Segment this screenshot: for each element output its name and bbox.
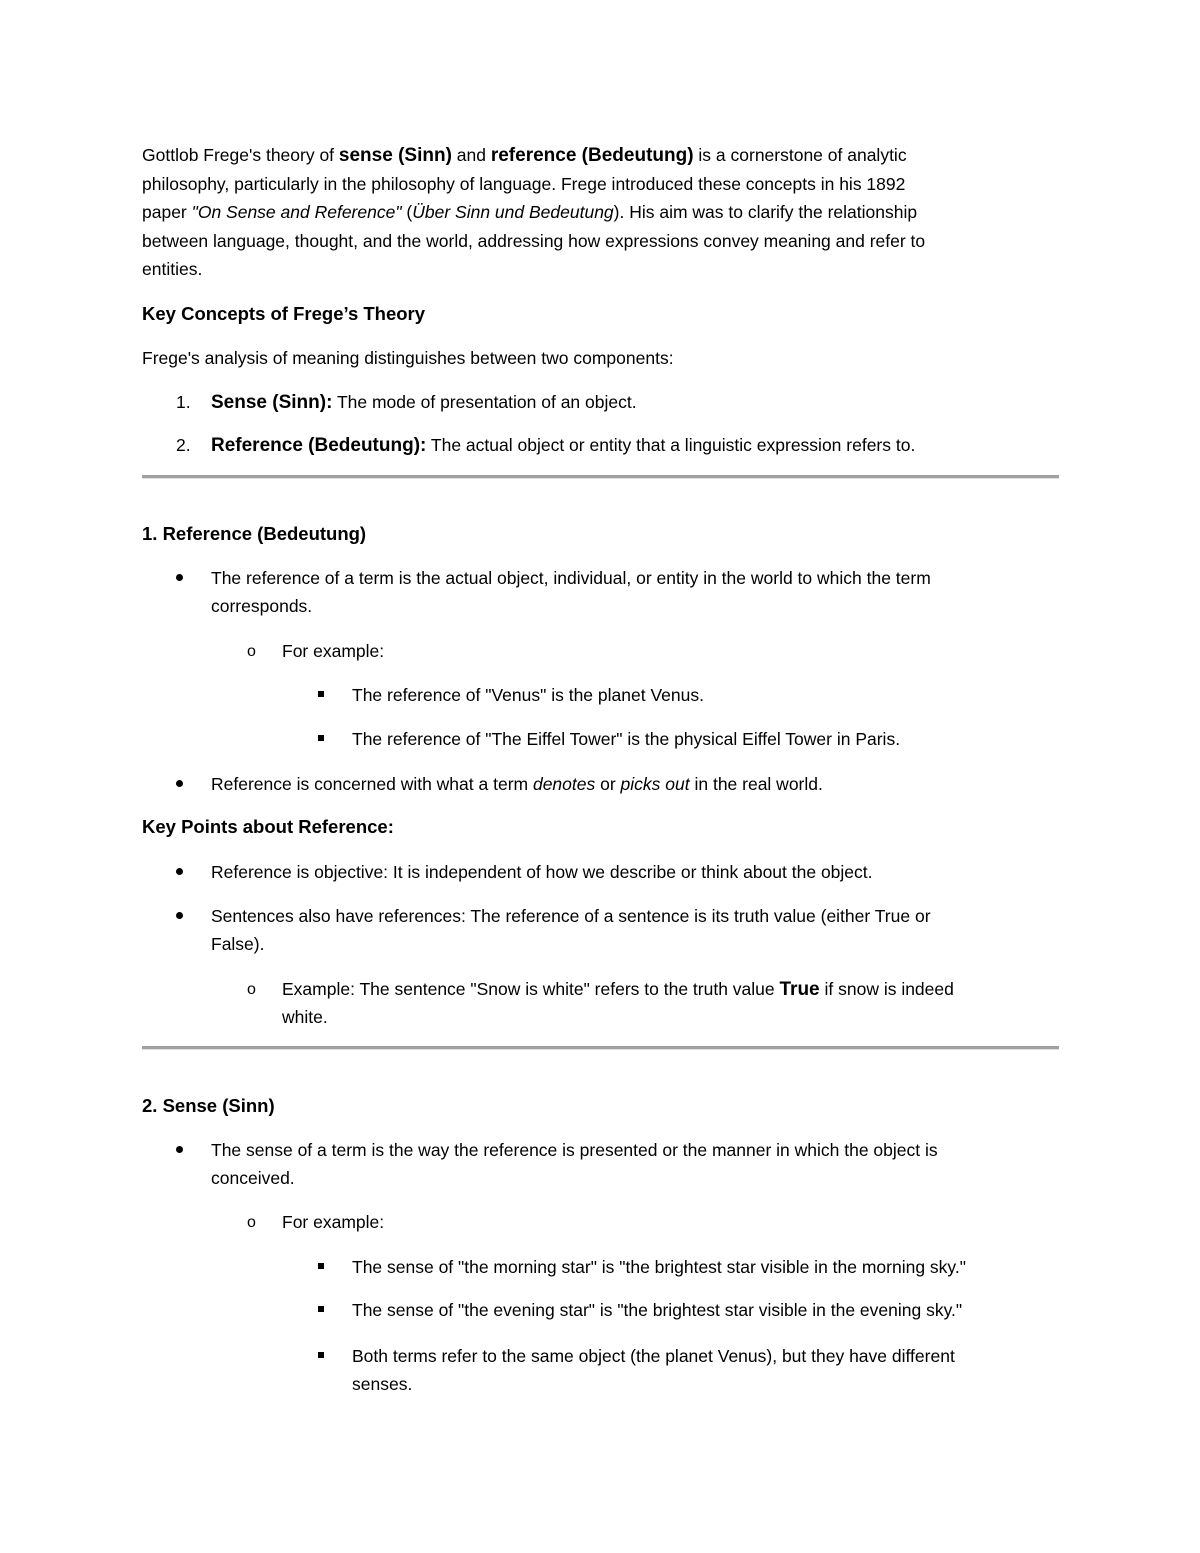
circle-bullet-icon: o	[247, 981, 256, 998]
sense-bullet-1-line-1: The sense of a term is the way the reference is presented or the manner in which the object is	[211, 1140, 938, 1160]
reference-bullet-1-line-2: corresponds.	[211, 596, 313, 616]
sense-example-1: The sense of "the morning star" is "the brightest star visible in the morning sky."	[352, 1257, 966, 1277]
emphasis-denotes: denotes	[532, 774, 596, 794]
list-item-sense	[211, 388, 637, 418]
sense-example-2: The sense of "the evening star" is "the brightest star visible in the evening sky."	[352, 1300, 963, 1320]
square-bullet-icon	[318, 1263, 324, 1269]
key-concepts-lead: Frege's analysis of meaning distinguishes between two components:	[142, 348, 674, 368]
reference-bullet-1-line-1: The reference of a term is the actual object, individual, or entity in the world to which the term	[211, 568, 931, 588]
bullet-icon	[176, 574, 183, 581]
key-point-2-line-2: False).	[211, 934, 265, 954]
example-text: if snow is indeed	[819, 979, 954, 999]
paper-german-title: Über Sinn und Bedeutung	[412, 202, 614, 222]
sense-example-3-line-2: senses.	[352, 1374, 413, 1394]
key-point-example-line-2: white.	[282, 1007, 328, 1027]
intro-text: ). His aim was to clarify the relationship	[613, 202, 918, 222]
bullet-icon	[176, 912, 183, 919]
intro-line-1	[142, 141, 1058, 171]
circle-bullet-icon: o	[247, 643, 256, 660]
list-item-term: Reference (Bedeutung):	[211, 435, 427, 456]
square-bullet-icon	[318, 1306, 324, 1312]
intro-text: paper	[142, 202, 192, 222]
square-bullet-icon	[318, 735, 324, 741]
bullet-text: in the real world.	[689, 774, 823, 794]
key-point-1: Reference is objective: It is independent of how we describe or think about the object.	[211, 862, 873, 882]
intro-text: and	[451, 145, 491, 165]
sense-bullet-1-line-2: conceived.	[211, 1168, 295, 1188]
bullet-icon	[176, 780, 183, 787]
example-text: Example: The sentence "Snow is white" refers to the truth value	[282, 979, 780, 999]
term-reference: reference (Bedeutung)	[490, 145, 694, 166]
emphasis-picks-out: picks out	[620, 774, 690, 794]
horizontal-rule	[142, 1046, 1059, 1050]
intro-line-3	[142, 198, 1058, 227]
sense-example-3-line-1: Both terms refer to the same object (the planet Venus), but they have different	[352, 1346, 955, 1366]
key-concepts-heading: Key Concepts of Frege’s Theory	[142, 303, 426, 324]
list-number: 2.	[176, 435, 191, 455]
list-item-reference	[211, 431, 915, 461]
circle-bullet-icon: o	[247, 1214, 256, 1231]
for-example-label: For example:	[282, 641, 385, 661]
truth-value: True	[779, 979, 820, 1000]
bullet-text: Reference is concerned with what a term	[211, 774, 533, 794]
paper-title: "On Sense and Reference"	[191, 202, 402, 222]
key-point-2-line-1: Sentences also have references: The reference of a sentence is its truth value (either True or	[211, 906, 931, 926]
horizontal-rule	[142, 475, 1059, 479]
key-point-example-line-1	[282, 975, 954, 1005]
intro-text: Gottlob Frege's theory of	[142, 145, 339, 165]
reference-heading: 1. Reference (Bedeutung)	[142, 523, 367, 544]
square-bullet-icon	[318, 1352, 324, 1358]
reference-example-1: The reference of "Venus" is the planet Venus.	[352, 685, 704, 705]
intro-line-5: entities.	[142, 259, 203, 279]
list-item-text: The mode of presentation of an object.	[332, 392, 637, 412]
list-item-term: Sense (Sinn):	[211, 392, 333, 413]
list-number: 1.	[176, 392, 191, 412]
bullet-icon	[176, 1146, 183, 1153]
reference-bullet-2	[211, 770, 823, 799]
bullet-icon	[176, 868, 183, 875]
intro-line-2: philosophy, particularly in the philosophy of language. Frege introduced these concepts in his 1892	[142, 174, 906, 194]
sense-heading: 2. Sense (Sinn)	[142, 1095, 275, 1116]
bullet-text: or	[595, 774, 621, 794]
key-points-heading: Key Points about Reference:	[142, 816, 394, 837]
intro-line-4: between language, thought, and the world, addressing how expressions convey meaning and refer to	[142, 231, 926, 251]
square-bullet-icon	[318, 691, 324, 697]
intro-text: is a cornerstone of analytic	[693, 145, 907, 165]
for-example-label: For example:	[282, 1212, 385, 1232]
reference-example-2: The reference of "The Eiffel Tower" is the physical Eiffel Tower in Paris.	[352, 729, 901, 749]
intro-text: (	[401, 202, 413, 222]
list-item-text: The actual object or entity that a linguistic expression refers to.	[426, 435, 916, 455]
term-sense: sense (Sinn)	[338, 145, 452, 166]
